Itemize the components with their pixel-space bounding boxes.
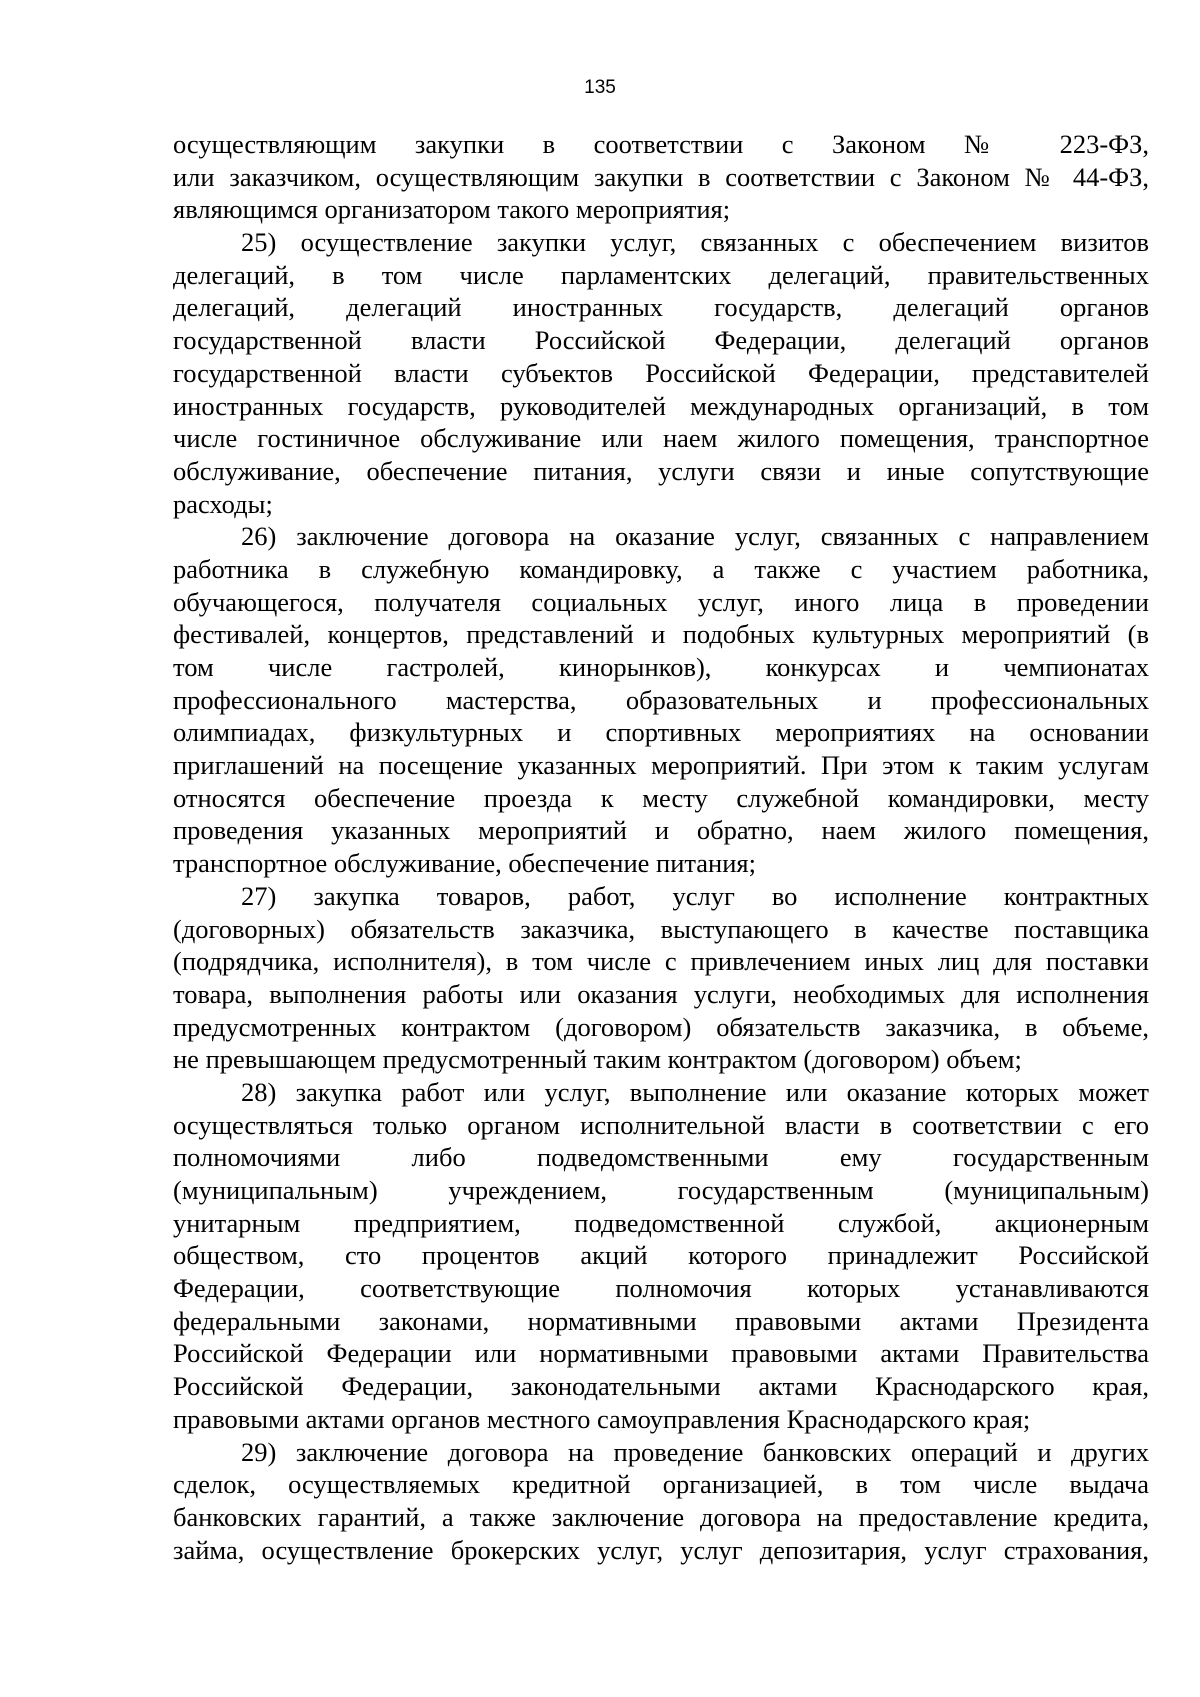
text-line: профессионального мастерства, образовательных и профессиональных [173,684,1149,715]
text-line: (договорных) обязательств заказчика, выступающего в качестве поставщика [173,913,1149,944]
text-line: банковских гарантий, а также заключение договора на предоставление кредита, [173,1501,1149,1532]
text-line: осуществляться только органом исполнительной власти в соответствии с его [173,1109,1149,1140]
text-line: займа, осуществление брокерских услуг, услуг депозитария, услуг страхования, [173,1534,1149,1565]
text-line: унитарным предприятием, подведомственной службой, акционерным [173,1207,1149,1238]
page-number: 135 [584,77,616,98]
text-line: (подрядчика, исполнителя), в том числе с привлечением иных лиц для поставки [173,946,1149,977]
text-line: полномочиями либо подведомственными ему государственным [173,1142,1149,1173]
text-line: фестивалей, концертов, представлений и подобных культурных мероприятий (в [173,619,1149,650]
text-line: транспортное обслуживание, обеспечение питания; [173,848,756,879]
text-line: относятся обеспечение проезда к месту служебной командировки, месту [173,782,1149,813]
text-line: предусмотренных контрактом (договором) обязательств заказчика, в объеме, [173,1011,1149,1042]
text-line: не превышающем предусмотренный таким контрактом (договором) объем; [173,1044,1022,1075]
text-line: 27) закупка товаров, работ, услуг во исполнение контрактных [241,880,1149,911]
text-line: работника в служебную командировку, а также с участием работника, [173,553,1149,584]
text-line: 26) заключение договора на оказание услуг, связанных с направлением [241,521,1149,552]
text-line: расходы; [173,488,273,519]
text-line: (муниципальным) учреждением, государственным (муниципальным) [173,1175,1149,1205]
text-line: проведения указанных мероприятий и обратно, наем жилого помещения, [173,815,1149,846]
text-line: 28) закупка работ или услуг, выполнение или оказание которых может [241,1076,1149,1107]
text-line: или заказчиком, осуществляющим закупки в соответствии с Законом № 44-ФЗ, [173,161,1149,192]
text-line: олимпиадах, физкультурных и спортивных мероприятиях на основании [173,717,1149,748]
text-line: делегаций, в том числе парламентских делегаций, правительственных [173,259,1149,290]
text-line: федеральными законами, нормативными правовыми актами Президента [173,1305,1149,1336]
text-line: Федерации, соответствующие полномочия которых устанавливаются [173,1273,1149,1304]
text-line: сделок, осуществляемых кредитной организацией, в том числе выдача [173,1469,1149,1500]
text-line: Российской Федерации или нормативными правовыми актами Правительства [173,1338,1149,1369]
text-line: числе гостиничное обслуживание или наем жилого помещения, транспортное [173,423,1149,454]
text-line: делегаций, делегаций иностранных государств, делегаций органов [173,292,1149,323]
text-line: 25) осуществление закупки услуг, связанных с обеспечением визитов [241,227,1149,258]
text-line: приглашений на посещение указанных мероприятий. При этом к таким услугам [173,750,1149,781]
text-line: том числе гастролей, кинорынков), конкурсах и чемпионатах [173,652,1149,682]
text-line: Российской Федерации, законодательными актами Краснодарского края, [173,1371,1149,1402]
text-line: обслуживание, обеспечение питания, услуги связи и иные сопутствующие [173,455,1149,486]
text-line: обучающегося, получателя социальных услуг, иного лица в проведении [173,586,1149,617]
text-line: иностранных государств, руководителей международных организаций, в том [173,390,1149,421]
text-line: осуществляющим закупки в соответствии с Законом № 223-ФЗ, [173,129,1149,159]
text-line: товара, выполнения работы или оказания услуги, необходимых для исполнения [173,978,1149,1009]
text-line: являющимся организатором такого мероприятия; [173,194,731,225]
text-line: правовыми актами органов местного самоуправления Краснодарского края; [173,1403,1031,1434]
text-line: государственной власти субъектов Российской Федерации, представителей [173,357,1149,388]
text-line: обществом, сто процентов акций которого принадлежит Российской [173,1240,1149,1271]
text-line: 29) заключение договора на проведение банковских операций и других [241,1436,1149,1467]
body-text [173,128,1149,1566]
text-line: государственной власти Российской Федерации, делегаций органов [173,325,1149,356]
